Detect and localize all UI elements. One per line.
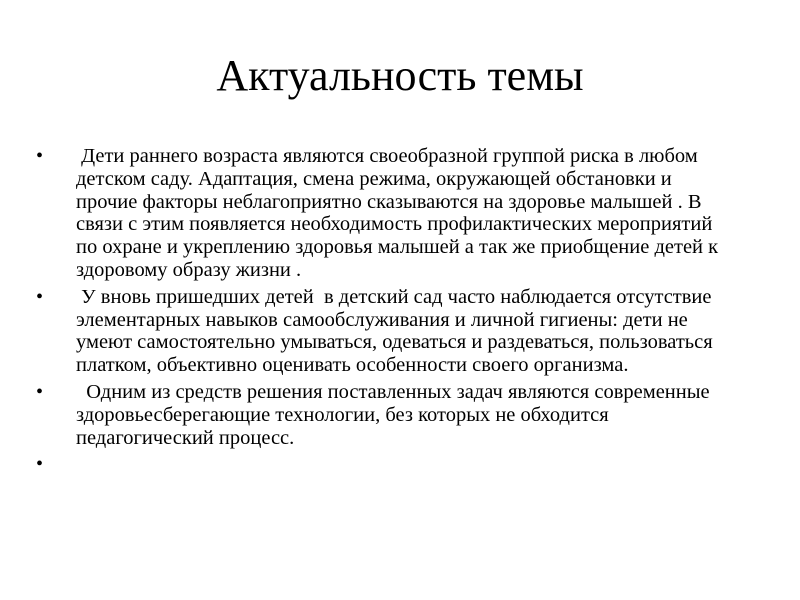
bullet-text: У вновь пришедших детей в детский сад часто наблюдается отсутствие элементарных навыков самообслуживания и личной гигиены: дети не умеют самостоятельно умываться, одеваться и раздеваться, пользоваться платком, объективно оценивать особенности своего организма. [76, 285, 718, 377]
bullet-icon: • [36, 145, 44, 167]
bullet-text: Одним из средств решения поставленных задач являются современные здоровьесберегающие технологии, без которых не обходится педагогический процесс. [76, 380, 715, 449]
bullet-icon: • [36, 380, 44, 403]
bullet-item-empty [36, 453, 736, 476]
bullet-item [36, 381, 736, 449]
bullet-text: Дети раннего возраста являются своеобразной группой риска в любом детском саду. Адаптация, смена режима, окружающей обстановки и прочие факторы неблагоприятно сказываются на здоровье малышей . В связи с этим появляется необходимость профилактических мероприятий по охране и укреплению здоровья малышей а так же приобщение детей к здоровому образу жизни . [76, 145, 724, 281]
bullet-list [36, 145, 736, 480]
bullet-icon: • [36, 285, 44, 308]
bullet-item [36, 286, 736, 377]
bullet-item [36, 145, 736, 282]
slide-title: Актуальность темы [216, 51, 584, 100]
bullet-icon: • [36, 453, 44, 476]
